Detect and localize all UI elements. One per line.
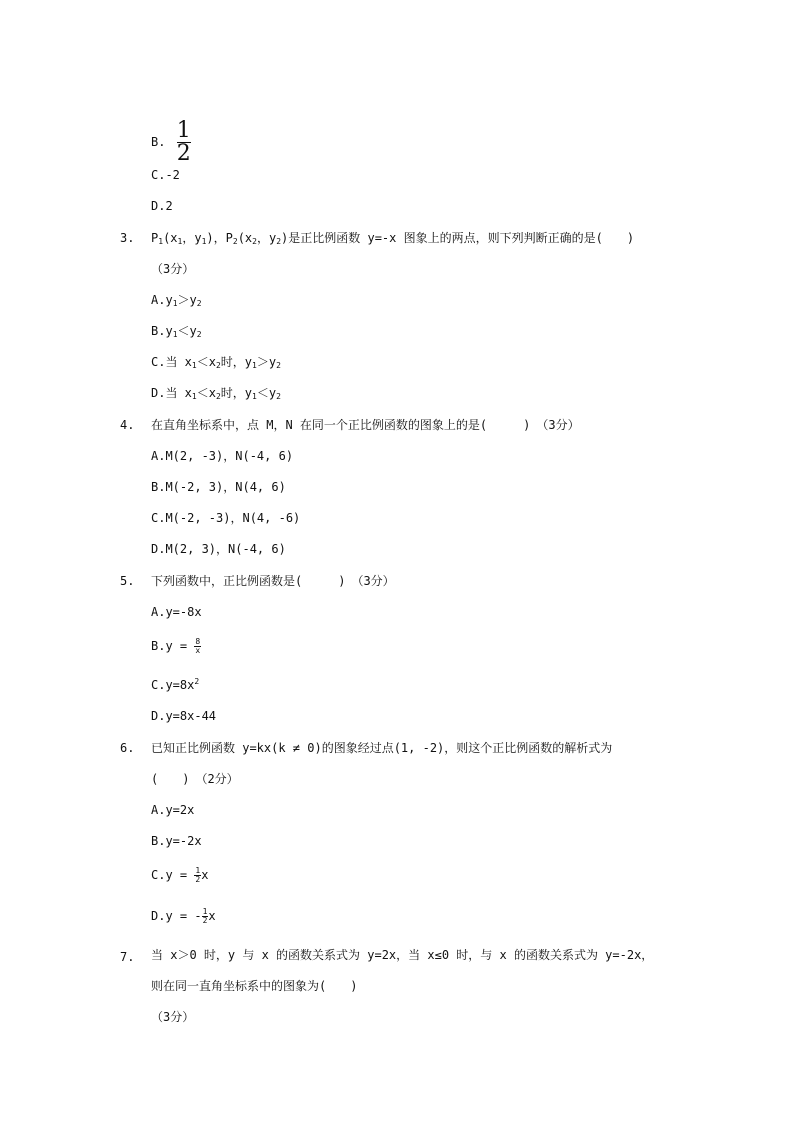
subscript: 2 xyxy=(252,237,257,246)
subscript: 1 xyxy=(158,237,164,246)
option-text: ＜x xyxy=(196,355,216,369)
q7-stem-continued: 则在同一直角坐标系中的图象为( ) xyxy=(151,979,358,993)
subscript: 2 xyxy=(196,330,202,339)
q6-option-d xyxy=(151,908,216,925)
superscript: 2 xyxy=(194,677,200,686)
subscript: 1 xyxy=(252,361,257,370)
q7-stem: 当 x＞0 时，y 与 x 的函数关系式为 y=2x，当 x≤0 时，与 x 的函数关系式为 y=-2x， xyxy=(151,948,654,962)
fraction-denominator: x xyxy=(195,646,201,655)
q4-option-b: B.M(-2, 3)，N(4, 6) xyxy=(151,480,286,494)
q5-option-c xyxy=(151,677,199,693)
q4-option-a: A.M(2, -3)，N(-4, 6) xyxy=(151,449,294,463)
stem-text: )，P xyxy=(206,231,233,245)
question-number: 6. xyxy=(120,741,135,755)
q3-option-a xyxy=(151,292,202,308)
fraction-denominator: 2 xyxy=(195,875,201,884)
option-text: ＜y xyxy=(177,324,197,338)
subscript: 2 xyxy=(215,392,221,401)
q4-option-c: C.M(-2, -3)，N(4, -6) xyxy=(151,511,301,525)
option-text: B.y xyxy=(151,324,173,338)
q5-option-b xyxy=(151,638,201,655)
fraction-denominator: 2 xyxy=(176,141,191,166)
subscript: 1 xyxy=(172,330,178,339)
fraction-numerator: 1 xyxy=(195,866,201,875)
option-text: ＜y xyxy=(256,386,277,400)
stem-text: (x xyxy=(163,231,178,245)
q2-option-c: C.-2 xyxy=(151,168,180,182)
subscript: 1 xyxy=(191,392,197,401)
option-text: x xyxy=(201,868,209,882)
fraction xyxy=(177,120,191,165)
subscript: 2 xyxy=(276,392,281,401)
q5-option-a: A.y=-8x xyxy=(151,605,202,619)
q6-stem-continued: ( ) （2分） xyxy=(151,772,239,786)
option-text: x xyxy=(208,909,216,923)
option-text: 时，y xyxy=(220,386,253,400)
option-text: D.y = - xyxy=(151,909,202,923)
option-text: D.当 x xyxy=(151,386,192,400)
q3-stem xyxy=(151,230,634,246)
q5-stem: 下列函数中，正比例函数是( ) （3分） xyxy=(151,574,395,588)
q5-option-d: D.y=8x-44 xyxy=(151,709,217,723)
q6-option-c xyxy=(151,867,208,884)
stem-text: ，y xyxy=(256,231,277,245)
fraction xyxy=(194,638,201,655)
q2-option-d: D.2 xyxy=(151,199,173,213)
stem-text: ，y xyxy=(182,231,202,245)
stem-text: )是正比例函数 y=-x 图象上的两点，则下列判断正确的是( ) xyxy=(281,231,635,245)
option-label: B. xyxy=(151,135,166,149)
q3-option-d xyxy=(151,385,281,401)
fraction-numerator: 8 xyxy=(195,637,201,646)
subscript: 1 xyxy=(177,237,183,246)
question-number: 5. xyxy=(120,574,135,588)
subscript: 1 xyxy=(252,392,257,401)
subscript: 1 xyxy=(201,237,207,246)
option-text: ＜x xyxy=(196,386,216,400)
q3-option-c xyxy=(151,354,281,370)
stem-text: P xyxy=(151,231,159,245)
option-text: ＞y xyxy=(177,293,197,307)
q6-stem: 已知正比例函数 y=kx(k ≠ 0)的图象经过点(1, -2)，则这个正比例函数的解析式为 xyxy=(151,741,613,755)
question-number: 4. xyxy=(120,418,135,432)
question-number: 7. xyxy=(120,950,135,964)
q3-score: （3分） xyxy=(151,262,195,276)
fraction-numerator: 1 xyxy=(176,118,191,143)
q4-option-d: D.M(2, 3)，N(-4, 6) xyxy=(151,542,286,556)
subscript: 2 xyxy=(276,237,282,246)
subscript: 2 xyxy=(276,361,281,370)
subscript: 2 xyxy=(196,299,202,308)
option-text: ＞y xyxy=(256,355,277,369)
fraction-denominator: 2 xyxy=(202,916,208,925)
subscript: 2 xyxy=(232,237,238,246)
subscript: 2 xyxy=(215,361,221,370)
option-text: C.y = xyxy=(151,868,195,882)
stem-text: (x xyxy=(237,231,253,245)
q2-option-b xyxy=(151,120,191,165)
option-text: 时，y xyxy=(220,355,253,369)
q4-stem: 在直角坐标系中，点 M，N 在同一个正比例函数的图象上的是( ) （3分） xyxy=(151,418,580,432)
q6-option-b: B.y=-2x xyxy=(151,834,202,848)
option-text: C.y=8x xyxy=(151,678,195,692)
question-number: 3. xyxy=(120,231,135,245)
q6-option-a: A.y=2x xyxy=(151,803,195,817)
option-text: B.y = xyxy=(151,639,195,653)
option-text: C.当 x xyxy=(151,355,192,369)
subscript: 1 xyxy=(191,361,197,370)
option-text: A.y xyxy=(151,293,173,307)
subscript: 1 xyxy=(172,299,178,308)
q3-option-b xyxy=(151,323,202,339)
fraction-numerator: 1 xyxy=(202,907,208,916)
q7-score: （3分） xyxy=(151,1010,195,1024)
